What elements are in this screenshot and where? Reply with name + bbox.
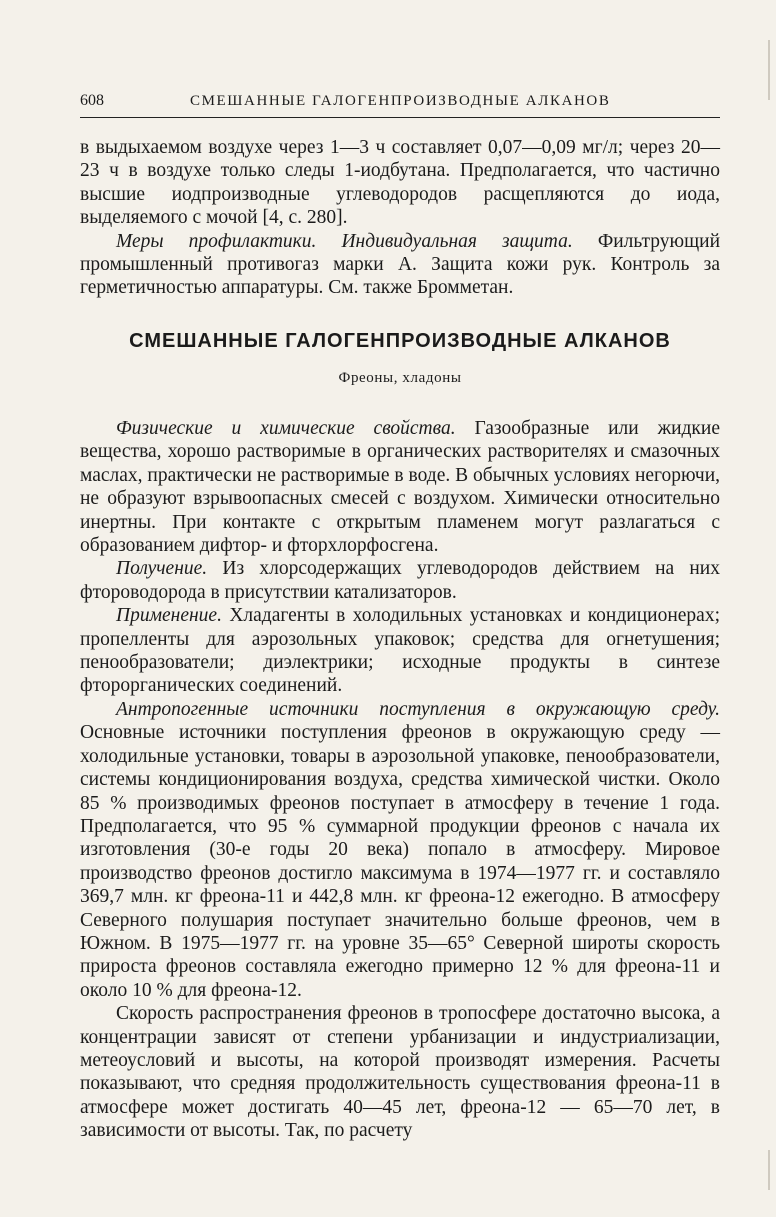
- running-title: СМЕШАННЫЕ ГАЛОГЕНПРОИЗВОДНЫЕ АЛКАНОВ: [190, 93, 611, 109]
- page-number: 608: [80, 92, 104, 109]
- paragraph: [80, 417, 720, 557]
- paragraph-body: Основные источники поступления фреонов в окружающую среду — холодильные установки, товары в аэрозольной упаковке, пенообразователи, системы кондиционирования воздуха, средства химической чистки. Около 85 % производимых фреонов поступает в атмосферу в течение 1 года. Предполагается, что 95 % суммарной продукции фреонов с начала их изготовления (30-е годы 20 века) попало в атмосферу. Мировое производство фреонов достигло максимума в 1974—1977 гг. и составляло 369,7 млн. кг фреона-11 и 442,8 млн. кг фреона-12 ежегодно. В атмосферу Северного полушария поступает значительно больше фреонов, чем в Южном. В 1975—1977 гг. на уровне 35—65° Северной широты скорость прироста фреонов составляла ежегодно примерно 12 % для фреона-11 и около 10 % для фреона-12.: [80, 722, 720, 1001]
- paragraph-lead: Антропогенные источники поступления в окружающую среду.: [116, 698, 720, 720]
- scan-edge-mark: [768, 1150, 770, 1190]
- paragraph-body: Фильтрующий промышленный противогаз марки А. Защита кожи рук. Контроль за герметичностью аппаратуры. См. также Бромметан.: [80, 230, 720, 299]
- body-text: [80, 417, 720, 1143]
- scan-edge-mark: [768, 40, 770, 100]
- paragraph-body: Газообразные или жидкие вещества, хорошо растворимые в органических растворителях и смазочных маслах, практически не растворимые в воде. В обычных условиях негорючи, не образуют взрывоопасных смесей с воздухом. Химически относительно инертны. При контакте с открытым пламенем могут разлагаться с образованием дифтор- и фторхлорфосгена.: [80, 418, 720, 557]
- paragraph: [80, 698, 720, 1002]
- header-rule: [80, 117, 720, 118]
- paragraph: [80, 604, 720, 698]
- paragraph: [80, 557, 720, 604]
- paragraph: в выдыхаемом воздухе через 1—3 ч составляет 0,07—0,09 мг/л; через 20—23 ч в воздухе только следы 1-иодбутана. Предполагается, что частично высшие иодпроизводные углеводородов расщепляются до иода, выделяемого с мочой [4, с. 280].: [80, 137, 720, 229]
- intro-text: [80, 136, 720, 300]
- paragraph-lead: Физические и химические свойства.: [116, 418, 456, 439]
- paragraph: [80, 230, 720, 300]
- paragraph-lead: Получение.: [116, 558, 208, 580]
- paragraph-body: Из хлорсодержащих углеводородов действием на них фтороводорода в присутствии катализаторов.: [80, 558, 720, 603]
- paragraph-body: Хладагенты в холодильных установках и кондиционерах; пропелленты для аэрозольных упаковок; средства для огнетушения; пенообразователи; диэлектрики; исходные продукты в синтезе фторорганических соединений.: [80, 605, 720, 697]
- paragraph-lead: Применение.: [116, 605, 222, 627]
- paragraph-lead: Меры профилактики. Индивидуальная защита.: [116, 230, 573, 252]
- page-header: [80, 92, 720, 114]
- section-subtitle: Фреоны, хладоны: [338, 370, 462, 386]
- paragraph: Скорость распространения фреонов в тропосфере достаточно высока, а концентрации зависят от степени урбанизации и индустриализации, метеоусловий и высоты, на которой производят измерения. Расчеты показывают, что средняя продолжительность существования фреона-11 в атмосфере может достигать 40—45 лет, фреона-12 — 65—70 лет, в зависимости от высоты. Так, по расчету: [80, 1003, 720, 1142]
- section-title: СМЕШАННЫЕ ГАЛОГЕНПРОИЗВОДНЫЕ АЛКАНОВ: [129, 330, 671, 352]
